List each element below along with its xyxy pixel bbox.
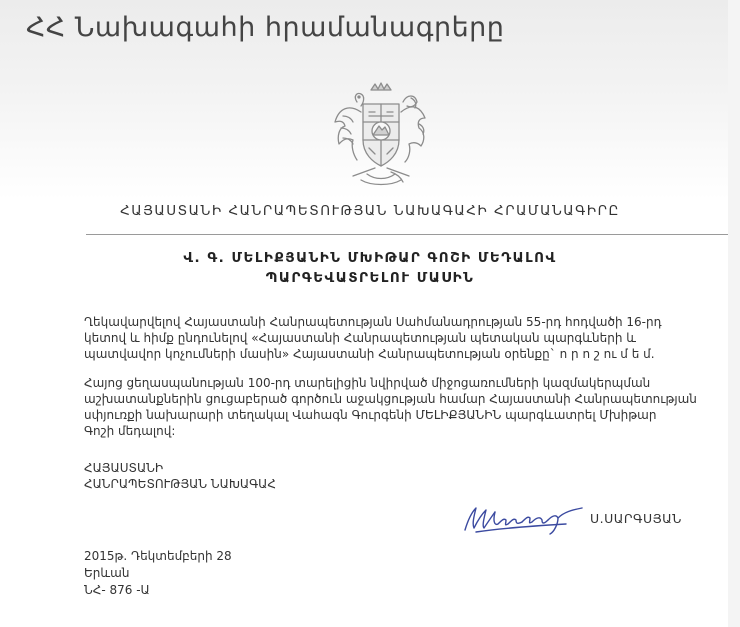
signer-office-line: ՀԱՆՐԱՊԵՏՈՒԹՅԱՆ ՆԱԽԱԳԱՀ: [84, 477, 276, 491]
text-line: Ղեկավարվելով Հայաստանի Հանրապետության Սահմանադրության 55-րդ հոդվածի 16-րդ: [84, 315, 662, 329]
text-line: պատվավոր կոչումների մասին» Հայաստանի Հանրապետության օրենքը` ո ր ո շ ու մ ե մ.: [84, 347, 655, 361]
document-kind: ՀԱՅԱՍՏԱՆԻ ՀԱՆՐԱՊԵՏՈՒԹՅԱՆ ՆԱԽԱԳԱՀԻ ՀՐԱՄԱՆԱԳԻՐԸ: [120, 203, 620, 219]
signer-office-line: ՀԱՅԱՍՏԱՆԻ: [84, 461, 164, 475]
scrollbar-track: [728, 0, 740, 627]
document-date: 2015թ. Դեկտեմբերի 28: [84, 549, 232, 563]
document-title: [0, 248, 740, 288]
text-line: Գոշի մեդալով:: [84, 424, 176, 438]
document-title-line: Վ. Գ. ՄԵԼԻՔՅԱՆԻՆ ՄԽԻԹԱՐ ԳՈՇԻ ՄԵԴԱԼՈՎ: [183, 250, 557, 266]
paragraph: [84, 314, 704, 362]
signer-name: Ս.ՍԱՐԳՍՅԱՆ: [590, 511, 682, 526]
text-line: կետով և հիմք ընդունելով «Հայաստանի Հանրապետության պետական պարգևների և: [84, 331, 636, 345]
text-line: Հայոց ցեղասպանության 100-րդ տարելիցին նվիրված միջոցառումների կազմակերպման: [84, 376, 651, 390]
text-line: աշխատանքներին ցուցաբերած գործուն աջակցության համար Հայաստանի Հանրապետության: [84, 392, 697, 406]
document-meta: [84, 548, 232, 599]
document-place: Երևան: [84, 566, 130, 580]
document-title-line: ՊԱՐԳԵՎԱՏՐԵԼՈՒ ՄԱՍԻՆ: [265, 270, 475, 286]
paragraph: [84, 375, 704, 439]
site-title: ՀՀ Նախագահի հրամանագրերը: [26, 12, 505, 43]
armenian-coat-of-arms-icon: [330, 80, 432, 190]
signer-office: [84, 460, 276, 492]
document-number: ՆՀ- 876 -Ա: [84, 583, 150, 597]
handwritten-signature: [462, 502, 586, 536]
divider: [86, 234, 728, 235]
text-line: սփյուռքի նախարարի տեղակալ Վահագն Գուրգենի ՄԵԼԻՔՅԱՆԻՆ պարգևատրել Մխիթար: [84, 408, 657, 422]
document-body: [84, 314, 704, 452]
